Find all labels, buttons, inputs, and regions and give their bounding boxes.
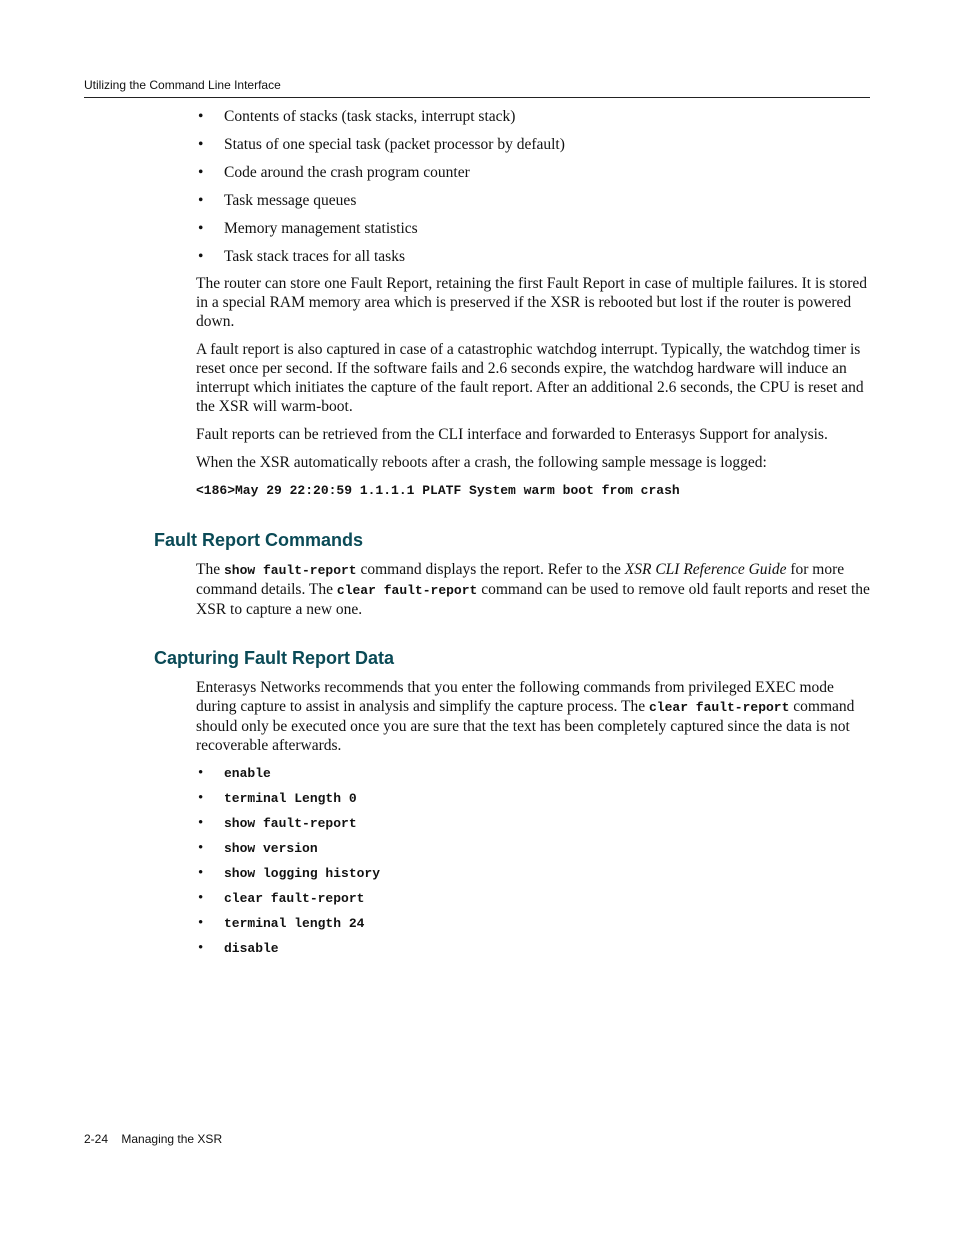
header-divider — [84, 97, 870, 98]
running-header: Utilizing the Command Line Interface — [84, 78, 281, 92]
command-item: • enable — [196, 764, 870, 789]
text-run: command can be used to remove old fault reports and reset the XSR to capture a new one. — [196, 581, 870, 618]
command-item: • show logging history — [196, 864, 870, 889]
capture-command-list — [196, 764, 870, 964]
list-item: • Task stack traces for all tasks — [196, 246, 870, 274]
text-run: The — [196, 561, 224, 578]
paragraph-retrieval: Fault reports can be retrieved from the CLI interface and forwarded to Enterasys Support for analysis. — [196, 426, 828, 443]
paragraph-sample-intro: When the XSR automatically reboots after a crash, the following sample message is logged: — [196, 454, 767, 471]
fault-report-contents-list — [196, 106, 870, 274]
inline-command: show fault-report — [223, 563, 357, 578]
page-number: 2-24 — [84, 1132, 109, 1146]
list-item: • Code around the crash program counter — [196, 162, 870, 190]
inline-command: clear fault-report — [648, 700, 790, 715]
text-run: command should only be executed once you are sure that the text has been completely captured since the data is not recoverable afterwards. — [196, 698, 855, 754]
paragraph-watchdog: A fault report is also captured in case of a catastrophic watchdog interrupt. Typically, the watchdog timer is reset once per second. If the software fails and 2.6 seconds expire, the watchdog hardware will induce an interrupt which initiates the capture of the fault report. After an additional 2.6 seconds, the CPU is reset and the XSR will warm-boot. — [196, 341, 864, 415]
command-item: • show version — [196, 839, 870, 864]
paragraph-fault-report-commands — [196, 560, 870, 619]
paragraph-storage: The router can store one Fault Report, retaining the first Fault Report in case of multiple failures. It is stored in a special RAM memory area which is preserved if the XSR is rebooted but lost if the router is powered down. — [196, 275, 868, 330]
list-item: • Contents of stacks (task stacks, interrupt stack) — [196, 106, 870, 134]
section-heading-fault-report-commands: Fault Report Commands — [154, 530, 364, 550]
section-heading-capturing-data: Capturing Fault Report Data — [154, 648, 395, 668]
command-item: • show fault-report — [196, 814, 870, 839]
inline-command: clear fault-report — [336, 583, 478, 598]
reference-guide-title: XSR CLI Reference Guide — [624, 561, 787, 578]
chapter-title: Managing the XSR — [121, 1132, 223, 1146]
list-item: • Memory management statistics — [196, 218, 870, 246]
paragraph-capturing-data — [196, 678, 870, 755]
text-run: for more command details. The — [196, 561, 845, 598]
list-item: • Status of one special task (packet processor by default) — [196, 134, 870, 162]
command-item: • terminal Length 0 — [196, 789, 870, 814]
command-item: • disable — [196, 939, 870, 964]
running-footer — [84, 1132, 222, 1146]
page-content — [154, 106, 870, 964]
list-item: • Task message queues — [196, 190, 870, 218]
command-item: • clear fault-report — [196, 889, 870, 914]
sample-log-message: <186>May 29 22:20:59 1.1.1.1 PLATF System warm boot from crash — [196, 483, 680, 498]
text-run: Enterasys Networks recommends that you enter the following commands from privileged EXEC mode during capture to assist in analysis and simplify the capture process. The — [196, 679, 834, 715]
command-item: • terminal length 24 — [196, 914, 870, 939]
text-run: command displays the report. Refer to the — [356, 561, 625, 578]
